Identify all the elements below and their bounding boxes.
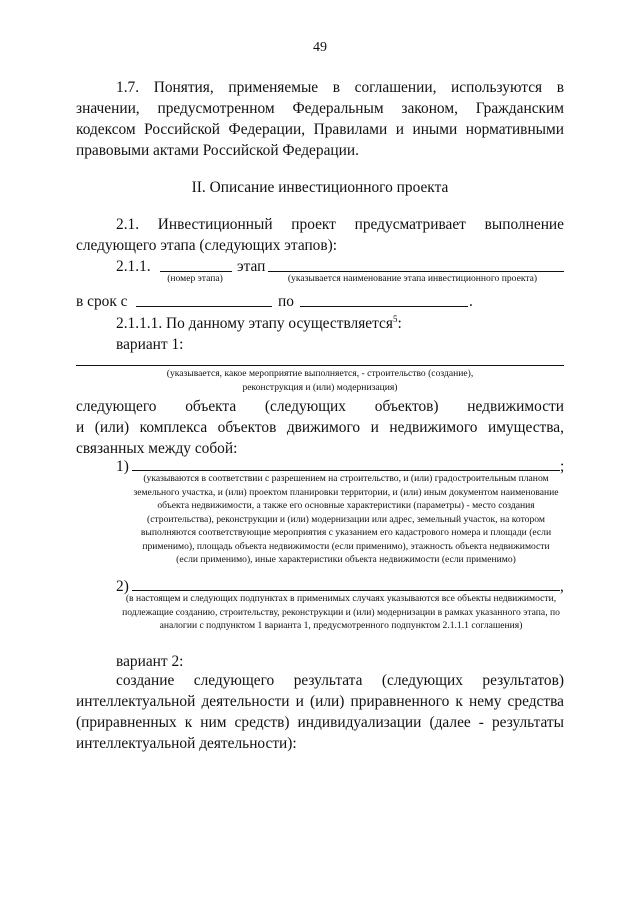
clause-2-1-1-1-end: : <box>397 315 402 332</box>
clause-2-1-1-1-text: 2.1.1.1. По данному этапу осуществляется <box>116 315 393 332</box>
section-title: II. Описание инвестиционного проекта <box>191 179 449 196</box>
caption-item-2: (в настоящем и следующих подпунктах в применимых случаях указываются все объекты недвижимости, подлежащие созданию, строительству, реконструкции и (или) модернизации в рамках указанного этапа, по аналогии с подпунктом 1 варианта 1, предусмотренного подпунктом 2.1.1.1 соглашения) <box>122 593 560 631</box>
variant-2-label: вариант 2: <box>116 653 184 670</box>
term-end: . <box>469 293 473 310</box>
item-2-number: 2) <box>116 578 129 595</box>
paragraph-2-1-line2: следующего этапа (следующих этапов): <box>76 237 338 254</box>
term-to-label: по <box>278 293 294 310</box>
caption-project-name: (указывается наименование этапа инвестиционного проекта) <box>287 273 538 284</box>
stage-label: этап <box>237 258 266 275</box>
clause-2-1-1-number: 2.1.1. <box>116 258 151 275</box>
term-to-field[interactable] <box>300 306 468 307</box>
objects-line1: следующего объекта (следующих объектов) недвижимости <box>76 398 564 415</box>
paragraph-variant-2: создание следующего результата (следующих результатов) интеллектуальной деятельности и (или) приравненного к нему средства (приравненных к ним средств) индивидуализации (далее - результаты интеллектуальной деятельности): <box>76 672 564 752</box>
page-number: 49 <box>313 40 327 55</box>
term-from-label: в срок с <box>76 293 128 310</box>
paragraph-2-1-line1: 2.1. Инвестиционный проект предусматривает выполнение <box>116 216 564 233</box>
term-from-field[interactable] <box>136 306 272 307</box>
item-2-end: , <box>560 578 564 595</box>
caption-variant-1: (указывается, какое мероприятие выполняется, - строительство (создание), реконструкция и (или) модернизация) <box>166 368 474 393</box>
paragraph-1-7: 1.7. Понятия, применяемые в соглашении, используются в значении, предусмотренном Федеральным законом, Гражданским кодексом Российской Федерации, Правилами и иными нормативными правовыми актами Российской Федерации. <box>76 79 564 159</box>
footnote-ref[interactable]: 5 <box>392 313 398 324</box>
objects-line2: и (или) комплекса объектов движимого и недвижимого имущества, <box>76 419 564 436</box>
objects-line3: связанных между собой: <box>76 440 238 457</box>
variant-1-label: вариант 1: <box>116 336 184 353</box>
item-1-field[interactable] <box>132 470 560 471</box>
clause-2-1-1-1 <box>116 313 402 334</box>
caption-stage-number: (номер этапа) <box>167 273 223 284</box>
caption-item-1: (указываются в соответствии с разрешением на строительство, и (или) градостроительным планом земельного участка, и (или) проектом планировки территории, и (или) иным документом наименование объекта недвижимости, а также его основные характеристики (параметры) - место создания (строительства), реконструкции и (или) модернизации или адрес, земельный участок, на котором выполняются соответствующие мероприятия с указанием его кадастрового номера и площади (если применимо), площадь объекта недвижимости (если применимо), этажность объекта недвижимости (если применимо), иные характеристики объекта недвижимости (если применимо) <box>133 473 559 565</box>
variant-1-field[interactable] <box>76 365 564 366</box>
item-1-number: 1) <box>116 458 129 475</box>
item-1-end: ; <box>560 458 565 475</box>
item-2-field[interactable] <box>132 590 560 591</box>
